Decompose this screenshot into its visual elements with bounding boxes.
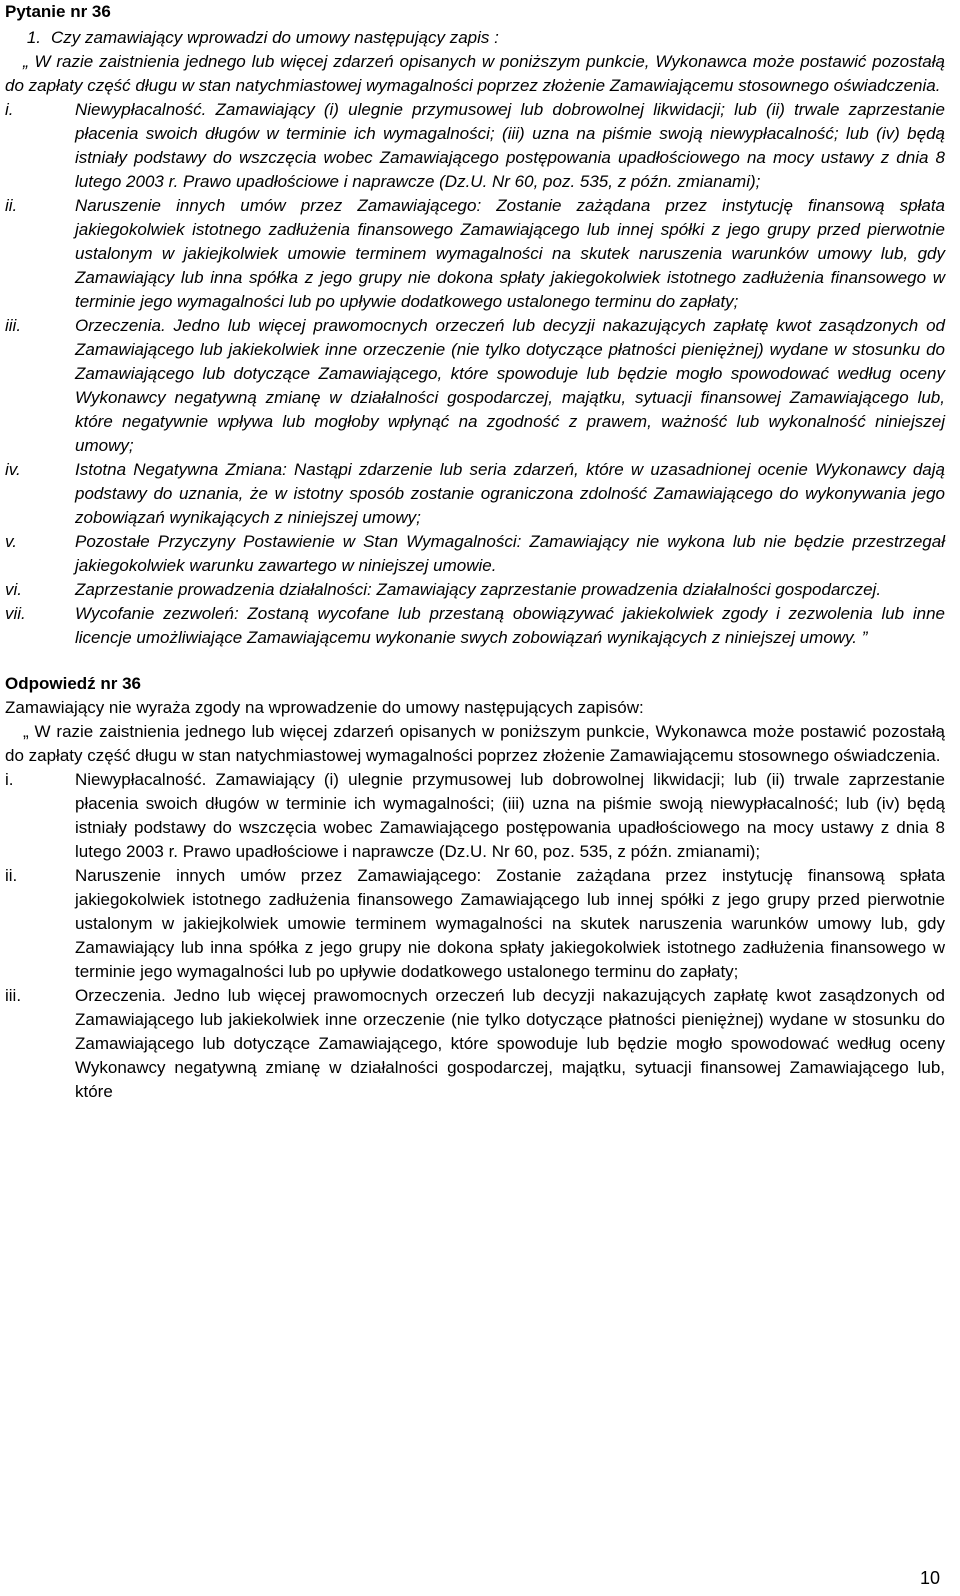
list-item-number: iii. <box>5 316 22 335</box>
list-item <box>5 530 945 578</box>
list-item-number: iv. <box>5 460 21 479</box>
answer-quote-text: „ W razie zaistnienia jednego lub więcej zdarzeń opisanych w poniższym punkcie, Wykonawca może postawić pozostałą do zapłaty część długu w stan natychmiastowej wymagalności poprzez złożenie Zamawiającemu stosownego oświadczenia. <box>5 722 945 765</box>
list-item <box>5 864 945 984</box>
list-item <box>5 458 945 530</box>
question-number: 1. <box>26 28 41 47</box>
list-item-number: ii. <box>5 196 18 215</box>
question-quote-paragraph <box>5 50 945 98</box>
list-item-number: vi. <box>5 580 22 599</box>
list-item-text: Naruszenie innych umów przez Zamawiającego: Zostanie zażądana przez instytucję finansową spłata jakiegokolwiek istotnego zadłużenia finansowego Zamawiającego lub innej spółki z jego grupy przed pierwotnie ustalonym w jakiejkolwiek umowie terminem wymagalności na skutek naruszenia warunków umowy lub, gdy Zamawiający lub inna spółka z jego grupy nie dokona spłaty jakiegokolwiek istotnego zadłużenia finansowego w terminie jego wymagalności lub po upływie dodatkowego ustalonego terminu do zapłaty; <box>75 866 945 981</box>
page-number: 10 <box>919 1568 940 1588</box>
question-items-list <box>5 98 945 650</box>
answer-items-list <box>5 768 945 1104</box>
question-quote-text: „ W razie zaistnienia jednego lub więcej zdarzeń opisanych w poniższym punkcie, Wykonawca może postawić pozostałą do zapłaty część długu w stan natychmiastowej wymagalności poprzez złożenie Zamawiającemu stosownego oświadczenia. <box>5 52 945 95</box>
list-item <box>5 194 945 314</box>
list-item <box>5 314 945 458</box>
list-item-text: Orzeczenia. Jedno lub więcej prawomocnych orzeczeń lub decyzji nakazujących zapłatę kwot zasądzonych od Zamawiającego lub jakiekolwiek inne orzeczenie (nie tylko dotyczące płatności pieniężnej) wydane w stosunku do Zamawiającego lub dotyczące Zamawiającego, które spowoduje lub będzie mogło spowodować według oceny Wykonawcy negatywną zmianę w działalności gospodarczej, majątku, sytuacji finansowej Zamawiającego lub, które <box>75 986 945 1101</box>
document-content <box>5 0 945 1104</box>
list-item-text: Wycofanie zezwoleń: Zostaną wycofane lub przestaną obowiązywać jakiekolwiek zgody i zezwolenia lub inne licencje umożliwiające Zamawiającemu wykonanie swych zobowiązań wynikających z niniejszej umowy. ” <box>75 604 945 647</box>
list-item-number: vii. <box>5 604 26 623</box>
list-item-text: Istotna Negatywna Zmiana: Nastąpi zdarzenie lub seria zdarzeń, które w uzasadnionej ocenie Wykonawcy dają podstawy do uznania, że w istotny sposób zostanie ograniczona zdolność Zamawiającego do wykonywania jego zobowiązań wynikających z niniejszej umowy; <box>75 460 945 527</box>
list-item <box>5 98 945 194</box>
list-item-text: Zaprzestanie prowadzenia działalności: Zamawiający zaprzestanie prowadzenia działalności gospodarczej. <box>75 580 882 599</box>
list-item-number: v. <box>5 532 17 551</box>
list-item <box>5 602 945 650</box>
list-item-number: i. <box>5 770 14 789</box>
list-item-text: Orzeczenia. Jedno lub więcej prawomocnych orzeczeń lub decyzji nakazujących zapłatę kwot zasądzonych od Zamawiającego lub jakiekolwiek inne orzeczenie (nie tylko dotyczące płatności pieniężnej) wydane w stosunku do Zamawiającego lub dotyczące Zamawiającego, które spowoduje lub będzie mogło spowodować według oceny Wykonawcy negatywną zmianę w działalności gospodarczej, majątku, sytuacji finansowej Zamawiającego lub, które negatywnie wpływa lub mogłoby wpłynąć na zgodność z prawem, ważność lub wykonalność niniejszej umowy; <box>75 316 945 455</box>
list-item-text: Pozostałe Przyczyny Postawienie w Stan Wymagalności: Zamawiający nie wykona lub nie będzie przestrzegał jakiegokolwiek warunku zawartego w niniejszej umowie. <box>75 532 945 575</box>
list-item-number: ii. <box>5 866 18 885</box>
list-item-text: Niewypłacalność. Zamawiający (i) ulegnie przymusowej lub dobrowolnej likwidacji; lub (ii) trwale zaprzestanie płacenia swoich długów w terminie ich wymagalności; (iii) uzna na piśmie swoją niewypłacalność; lub (iv) będą istniały podstawy do wszczęcia wobec Zamawiającego postępowania upadłościowego na mocy ustawy z dnia 8 lutego 2003 r. Prawo upadłościowe i naprawcze (Dz.U. Nr 60, poz. 535, z późn. zmianami); <box>75 100 945 191</box>
list-item-number: i. <box>5 100 14 119</box>
list-item <box>5 578 945 602</box>
list-item-text: Niewypłacalność. Zamawiający (i) ulegnie przymusowej lub dobrowolnej likwidacji; lub (ii) trwale zaprzestanie płacenia swoich długów w terminie ich wymagalności; (iii) uzna na piśmie swoją niewypłacalność; lub (iv) będą istniały podstawy do wszczęcia wobec Zamawiającego postępowania upadłościowego na mocy ustawy z dnia 8 lutego 2003 r. Prawo upadłościowe i naprawcze (Dz.U. Nr 60, poz. 535, z późn. zmianami); <box>75 770 945 861</box>
answer-intro: Zamawiający nie wyraża zgody na wprowadzenie do umowy następujących zapisów: <box>5 698 644 717</box>
list-item-number: iii. <box>5 986 22 1005</box>
question-intro <box>5 26 945 50</box>
answer-heading: Odpowiedź nr 36 <box>5 674 142 693</box>
list-item <box>5 984 945 1104</box>
question-heading: Pytanie nr 36 <box>5 2 111 21</box>
answer-quote-paragraph <box>5 720 945 768</box>
list-item-text: Naruszenie innych umów przez Zamawiającego: Zostanie zażądana przez instytucję finansową spłata jakiegokolwiek istotnego zadłużenia finansowego Zamawiającego lub innej spółki z jego grupy przed pierwotnie ustalonym w jakiejkolwiek umowie terminem wymagalności na skutek naruszenia warunków umowy lub, gdy Zamawiający lub inna spółka z jego grupy nie dokona spłaty jakiegokolwiek istotnego zadłużenia finansowego w terminie jego wymagalności lub po upływie dodatkowego ustalonego terminu do zapłaty; <box>75 196 945 311</box>
question-intro-text: Czy zamawiający wprowadzi do umowy następujący zapis : <box>51 28 499 47</box>
list-item <box>5 768 945 864</box>
